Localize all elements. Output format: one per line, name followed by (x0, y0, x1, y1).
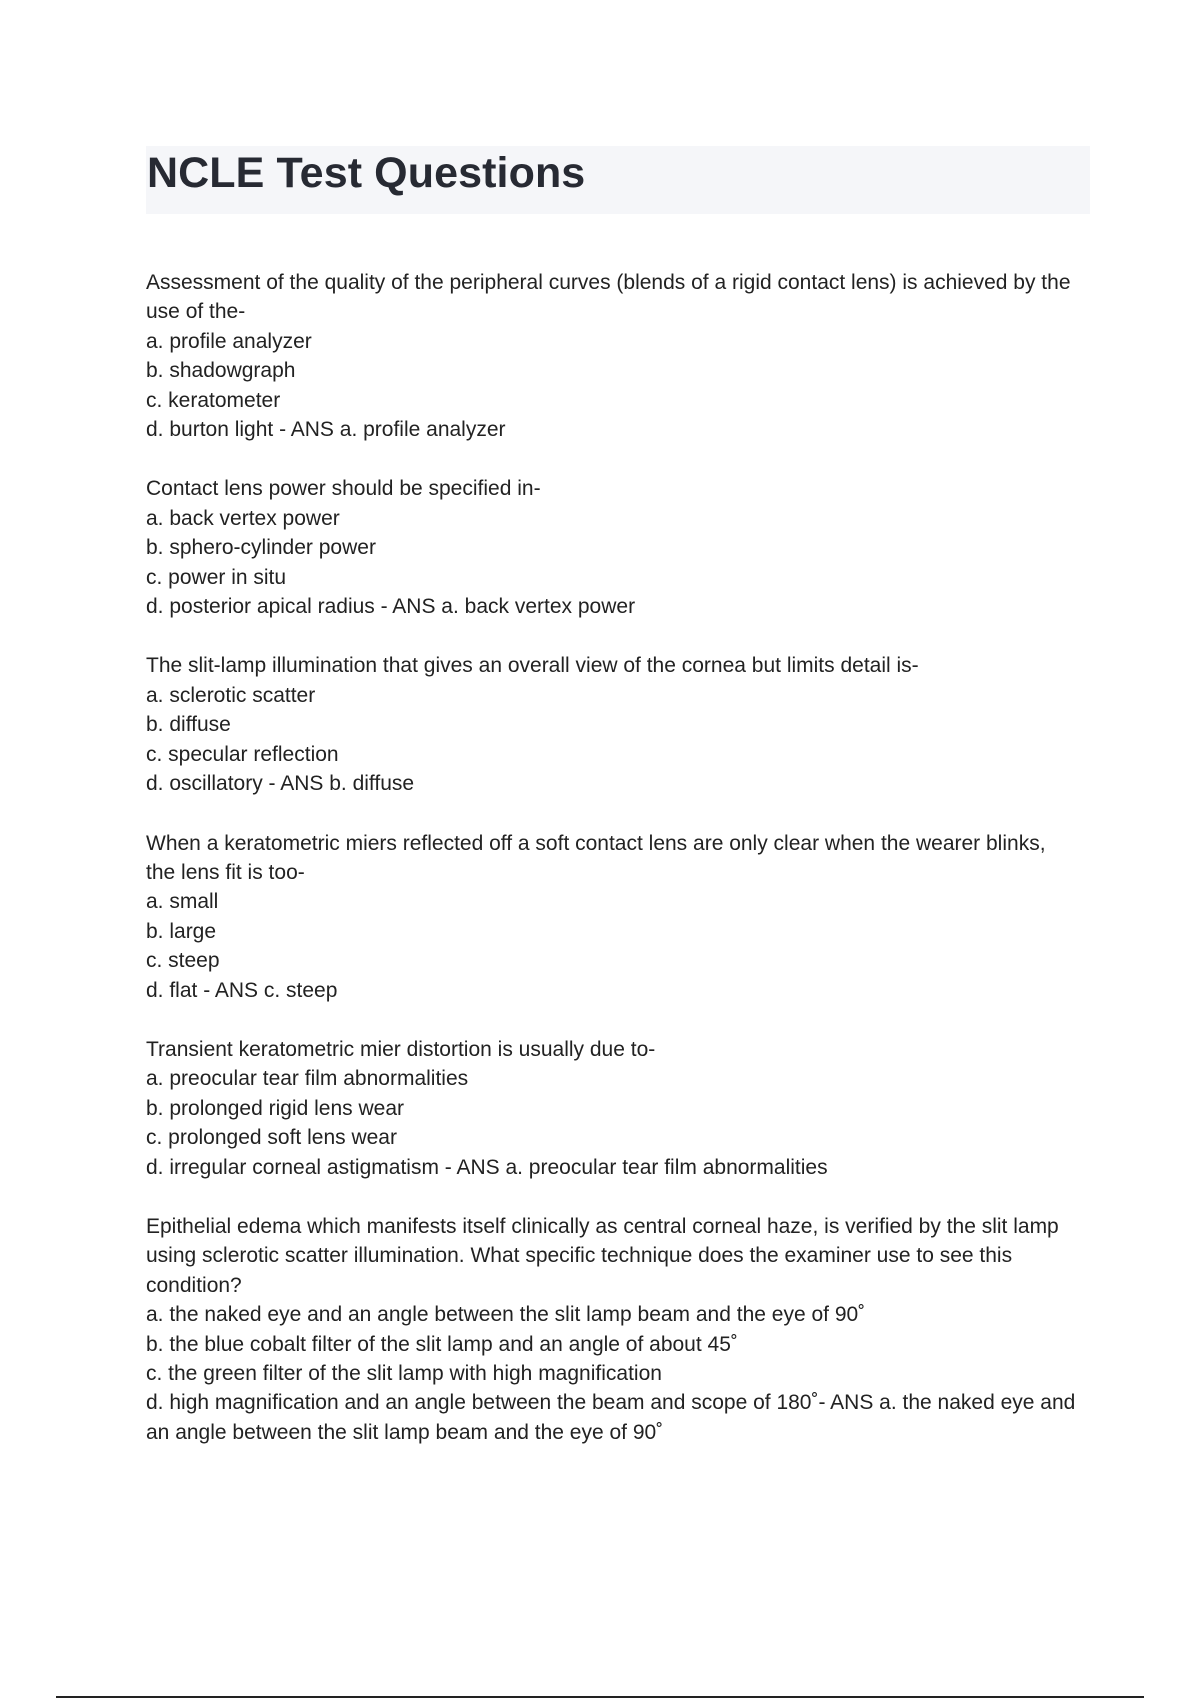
answer-option-b: b. shadowgraph (146, 359, 296, 383)
answer-option-c: c. keratometer (146, 388, 281, 412)
question-3 (146, 651, 1096, 798)
answer-option-a: a. small (146, 890, 219, 914)
question-4 (146, 829, 1096, 1005)
answer-option-a: a. back vertex power (146, 506, 340, 530)
answer-option-d: d. irregular corneal astigmatism - ANS a. preocular tear film abnormalities (146, 1155, 828, 1179)
answer-option-d: d. burton light - ANS a. profile analyzer (146, 418, 506, 442)
answer-option-c: c. prolonged soft lens wear (146, 1126, 397, 1150)
question-list (146, 268, 1096, 1477)
answer-option-c: c. the green filter of the slit lamp with high magnification (146, 1362, 662, 1385)
question-5 (146, 1035, 1096, 1182)
question-stem: Transient keratometric mier distortion is usually due to- (146, 1037, 656, 1061)
answer-option-a: a. the naked eye and an angle between the slit lamp beam and the eye of 90˚ (146, 1303, 866, 1327)
answer-option-d: d. flat - ANS c. steep (146, 978, 338, 1002)
answer-option-d: d. oscillatory - ANS b. diffuse (146, 772, 415, 796)
question-stem: Contact lens power should be specified in- (146, 477, 541, 501)
question-6 (146, 1212, 1096, 1447)
answer-option-a: a. profile analyzer (146, 329, 312, 353)
answer-option-b: b. diffuse (146, 713, 231, 737)
question-stem: Epithelial edema which manifests itself clinically as central corneal haze, is verified by the slit lamp using sclerotic scatter illumination. What specific technique does the examiner use to see this condition? (146, 1214, 1059, 1297)
footer-divider (56, 1696, 1144, 1698)
answer-option-c: c. power in situ (146, 565, 287, 589)
answer-option-a: a. sclerotic scatter (146, 683, 316, 707)
question-2 (146, 474, 1096, 621)
answer-option-b: b. the blue cobalt filter of the slit lamp and an angle of about 45˚ (146, 1332, 738, 1356)
question-1 (146, 268, 1096, 444)
answer-option-d: d. posterior apical radius - ANS a. back vertex power (146, 595, 636, 619)
answer-option-d: d. high magnification and an angle between the beam and scope of 180˚- ANS a. the naked eye and an angle between the slit lamp beam and the eye of 90˚ (146, 1391, 1076, 1444)
question-stem: The slit-lamp illumination that gives an overall view of the cornea but limits detail is- (146, 654, 919, 678)
answer-option-c: c. specular reflection (146, 742, 339, 766)
question-stem: When a keratometric miers reflected off a soft contact lens are only clear when the wearer blinks, the lens fit is too- (146, 831, 1046, 884)
answer-option-b: b. sphero-cylinder power (146, 536, 376, 560)
page-title: NCLE Test Questions (147, 149, 586, 197)
question-stem: Assessment of the quality of the peripheral curves (blends of a rigid contact lens) is achieved by the use of the- (146, 271, 1071, 324)
answer-option-b: b. prolonged rigid lens wear (146, 1096, 404, 1120)
answer-option-c: c. steep (146, 949, 220, 973)
answer-option-a: a. preocular tear film abnormalities (146, 1067, 469, 1091)
answer-option-b: b. large (146, 919, 217, 943)
